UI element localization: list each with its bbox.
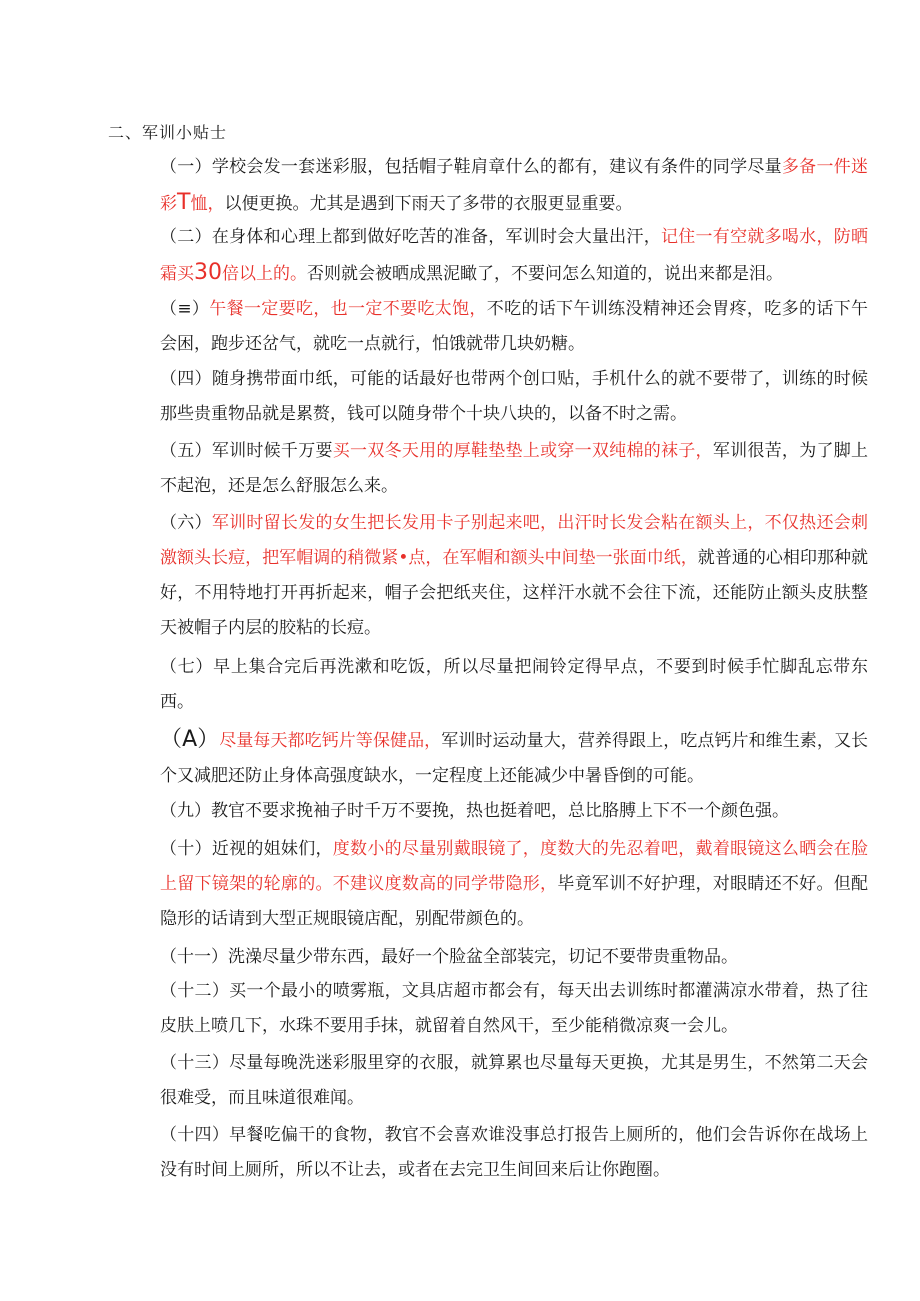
tip-text: 军训很苦，为了脚上不起泡，还是怎么舒服怎么来。 [160,441,869,496]
tip-4 [108,362,868,432]
tip-11 [108,940,868,975]
tip-highlight: 午餐一定要吃，也一定不要吃太饱， [209,299,487,319]
tip-text: 早上集合完后再洗漱和吃饭，所以尽量把闹铃定得早点，不要到时候手忙脚乱忘带东西。 [160,657,869,712]
tip-number: （十一） [160,947,228,967]
tip-text: 尽量每晚洗迷彩服里穿的衣服，就算累也尽量每天更换，尤其是男生，不然第二天会很难受，而且味道很难闻。 [160,1053,869,1108]
tip-highlight: 恤， [190,194,225,214]
tip-number: （四） [160,369,212,389]
tip-highlight: 记住一有空就多喝水，防晒霜买 [160,227,869,284]
tip-2 [108,220,868,292]
tip-highlight: 军训时留长发的女生把长发用卡子别起来吧，出汗时长发会粘在额头上，不仅热还会刺激额头长痘，把军帽调的稍微紧•点，在军帽和额头中间垫一张面巾纸， [160,513,869,568]
tip-number: （九） [160,801,211,821]
tip-highlight: 买一双冬天用的厚鞋垫垫上或穿一双纯棉的袜子， [332,441,713,461]
tip-number: （A） [160,727,220,752]
tip-number: （一） [160,157,212,177]
tip-8 [108,722,868,794]
tip-text: 买一个最小的喷雾瓶，文具店超市都会有，每天出去训练时都灌满凉水带着，热了往皮肤上喷几下，水珠不要用手抹，就留着自然风干，至少能稍微凉爽一会儿。 [160,981,869,1036]
tip-12 [108,974,868,1044]
tip-text: 洗澡尽量少带东西，最好一个脸盆全部装完，切记不要带贵重物品。 [228,947,738,967]
tip-number: （十三） [160,1053,230,1073]
tip-number: （二） [160,227,212,247]
tip-text: 不吃的话下午训练没精神还会胃疼，吃多的话下午会困，跑步还岔气，就吃一点就行，怕饿就带几块奶糖。 [160,299,868,354]
tip-highlight: 30 [194,260,222,285]
tip-number: （十二） [160,981,230,1001]
tip-text: 随身携带面巾纸，可能的话最好也带两个创口贴，手机什么的就不要带了，训练的时候那些贵重物品就是累赘，钱可以随身带个十块八块的，以备不时之需。 [160,369,869,424]
tip-highlight: 多备一件迷彩 [160,157,869,214]
tip-text: 就普通的心相印那种就好，不用特地打开再折起来，帽子会把纸夹住，这样汗水就不会往下流，还能防止额头皮肤整天被帽子内层的胶粘的长痘。 [160,548,869,638]
tip-5 [108,434,868,504]
tip-text: 毕竟军训不好护理，对眼睛还不好。但配隐形的话请到大型正规眼镜店配，别配带颜色的。 [160,874,869,929]
tip-text: 否则就会被晒成黑泥瞰了，不要问怎么知道的，说出来都是泪。 [307,264,783,284]
tip-text: 以便更换。尤其是遇到下雨天了多带的衣服更显重要。 [224,194,633,214]
tip-text: 在身体和心理上都到做好吃苦的准备，军训时会大量出汗， [211,227,661,247]
tip-number: （十四） [160,1125,230,1145]
tip-highlight: 倍以上的。 [222,264,307,284]
tip-1 [108,150,868,222]
tip-text: 早餐吃偏干的食物，教官不会喜欢谁没事总打报告上厕所的，他们会告诉你在战场上没有时间上厕所，所以不让去，或者在去完卫生间回来后让你跑圈。 [160,1125,869,1180]
tip-number: （六） [160,513,212,533]
tip-text: 教官不要求挽袖子时千万不要挽，热也挺着吧，总比胳膊上下不一个颜色强。 [211,801,789,821]
tip-highlight: T [177,190,191,215]
tip-number: （十） [160,839,212,859]
tip-text: 近视的姐妹们， [211,839,333,859]
tip-3 [108,292,868,362]
tip-14 [108,1118,868,1188]
tip-highlight: 度数小的尽量别戴眼镜了，度数大的先忍着吧，戴着眼镜这么晒会在脸上留下镜架的轮廓的。不建议度数高的同学带隐形， [160,839,869,894]
tip-13 [108,1046,868,1116]
tip-text: 军训时运动量大，营养得跟上，吃点钙片和维生素，又长个又减肥还防止身体高强度缺水，一定程度上还能减少中暑昏倒的可能。 [160,731,869,786]
tip-6 [108,506,868,646]
tip-10 [108,832,868,937]
tip-number: （≡） [160,299,210,319]
tip-text: 学校会发一套迷彩服，包括帽子鞋肩章什么的都有，建议有条件的同学尽量 [211,157,782,177]
section-heading: 二、军训小贴士 [108,123,228,142]
tip-number: （七） [160,657,214,677]
tip-text: 军训时候千万要 [211,441,333,461]
tip-highlight: 尽量每天都吃钙片等保健品， [219,731,442,751]
tip-9 [108,794,868,829]
tip-number: （五） [160,441,212,461]
tip-7 [108,650,868,720]
